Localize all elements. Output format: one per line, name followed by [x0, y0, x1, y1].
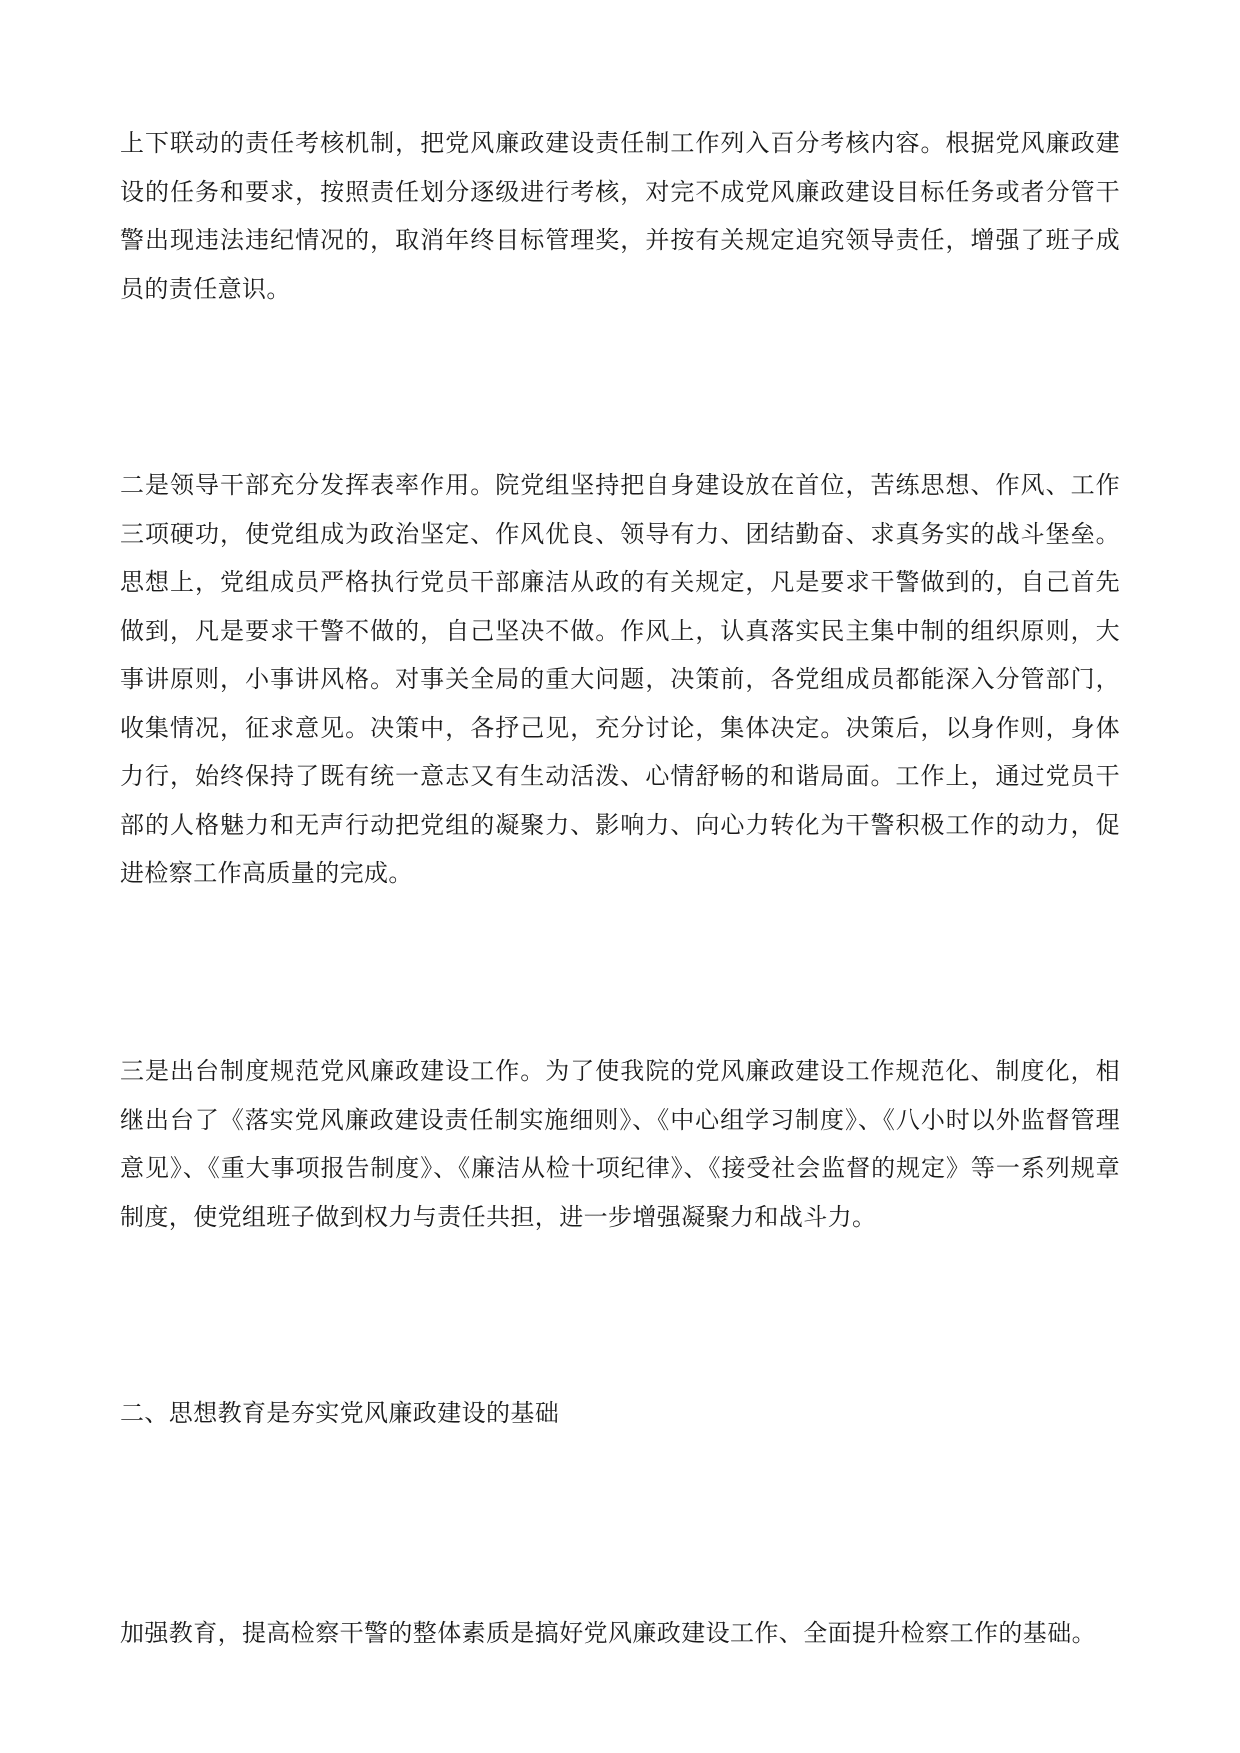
paragraph-responsibility-assessment: 上下联动的责任考核机制，把党风廉政建设责任制工作列入百分考核内容。根据党风廉政建设的任务和要求，按照责任划分逐级进行考核，对完不成党风廉政建设目标任务或者分管干警出现违法违纪情况的，取消年终目标管理奖，并按有关规定追究领导责任，增强了班子成员的责任意识。	[120, 129, 1120, 303]
section-heading-ideological-education: 二、思想教育是夯实党风廉政建设的基础	[120, 1399, 560, 1427]
paragraph-strengthen-education: 加强教育，提高检察干警的整体素质是搞好党风廉政建设工作、全面提升检察工作的基础。	[120, 1619, 1096, 1647]
paragraph-leadership-example: 二是领导干部充分发挥表率作用。院党组坚持把自身建设放在首位，苦练思想、作风、工作三项硬功，使党组成为政治坚定、作风优良、领导有力、团结勤奋、求真务实的战斗堡垒。思想上，党组成员严格执行党员干部廉洁从政的有关规定，凡是要求干警做到的，自己首先做到，凡是要求干警不做的，自己坚决不做。作风上，认真落实民主集中制的组织原则，大事讲原则，小事讲风格。对事关全局的重大问题，决策前，各党组成员都能深入分管部门，收集情况，征求意见。决策中，各抒己见，充分讨论，集体决定。决策后，以身作则，身体力行，始终保持了既有统一意志又有生动活泼、心情舒畅的和谐局面。工作上，通过党员干部的人格魅力和无声行动把党组的凝聚力、影响力、向心力转化为干警积极工作的动力，促进检察工作高质量的完成。	[120, 471, 1120, 887]
paragraph-regulations: 三是出台制度规范党风廉政建设工作。为了使我院的党风廉政建设工作规范化、制度化，相继出台了《落实党风廉政建设责任制实施细则》、《中心组学习制度》、《八小时以外监督管理意见》、《重大事项报告制度》、《廉洁从检十项纪律》、《接受社会监督的规定》等一系列规章制度，使党组班子做到权力与责任共担，进一步增强凝聚力和战斗力。	[120, 1057, 1120, 1231]
